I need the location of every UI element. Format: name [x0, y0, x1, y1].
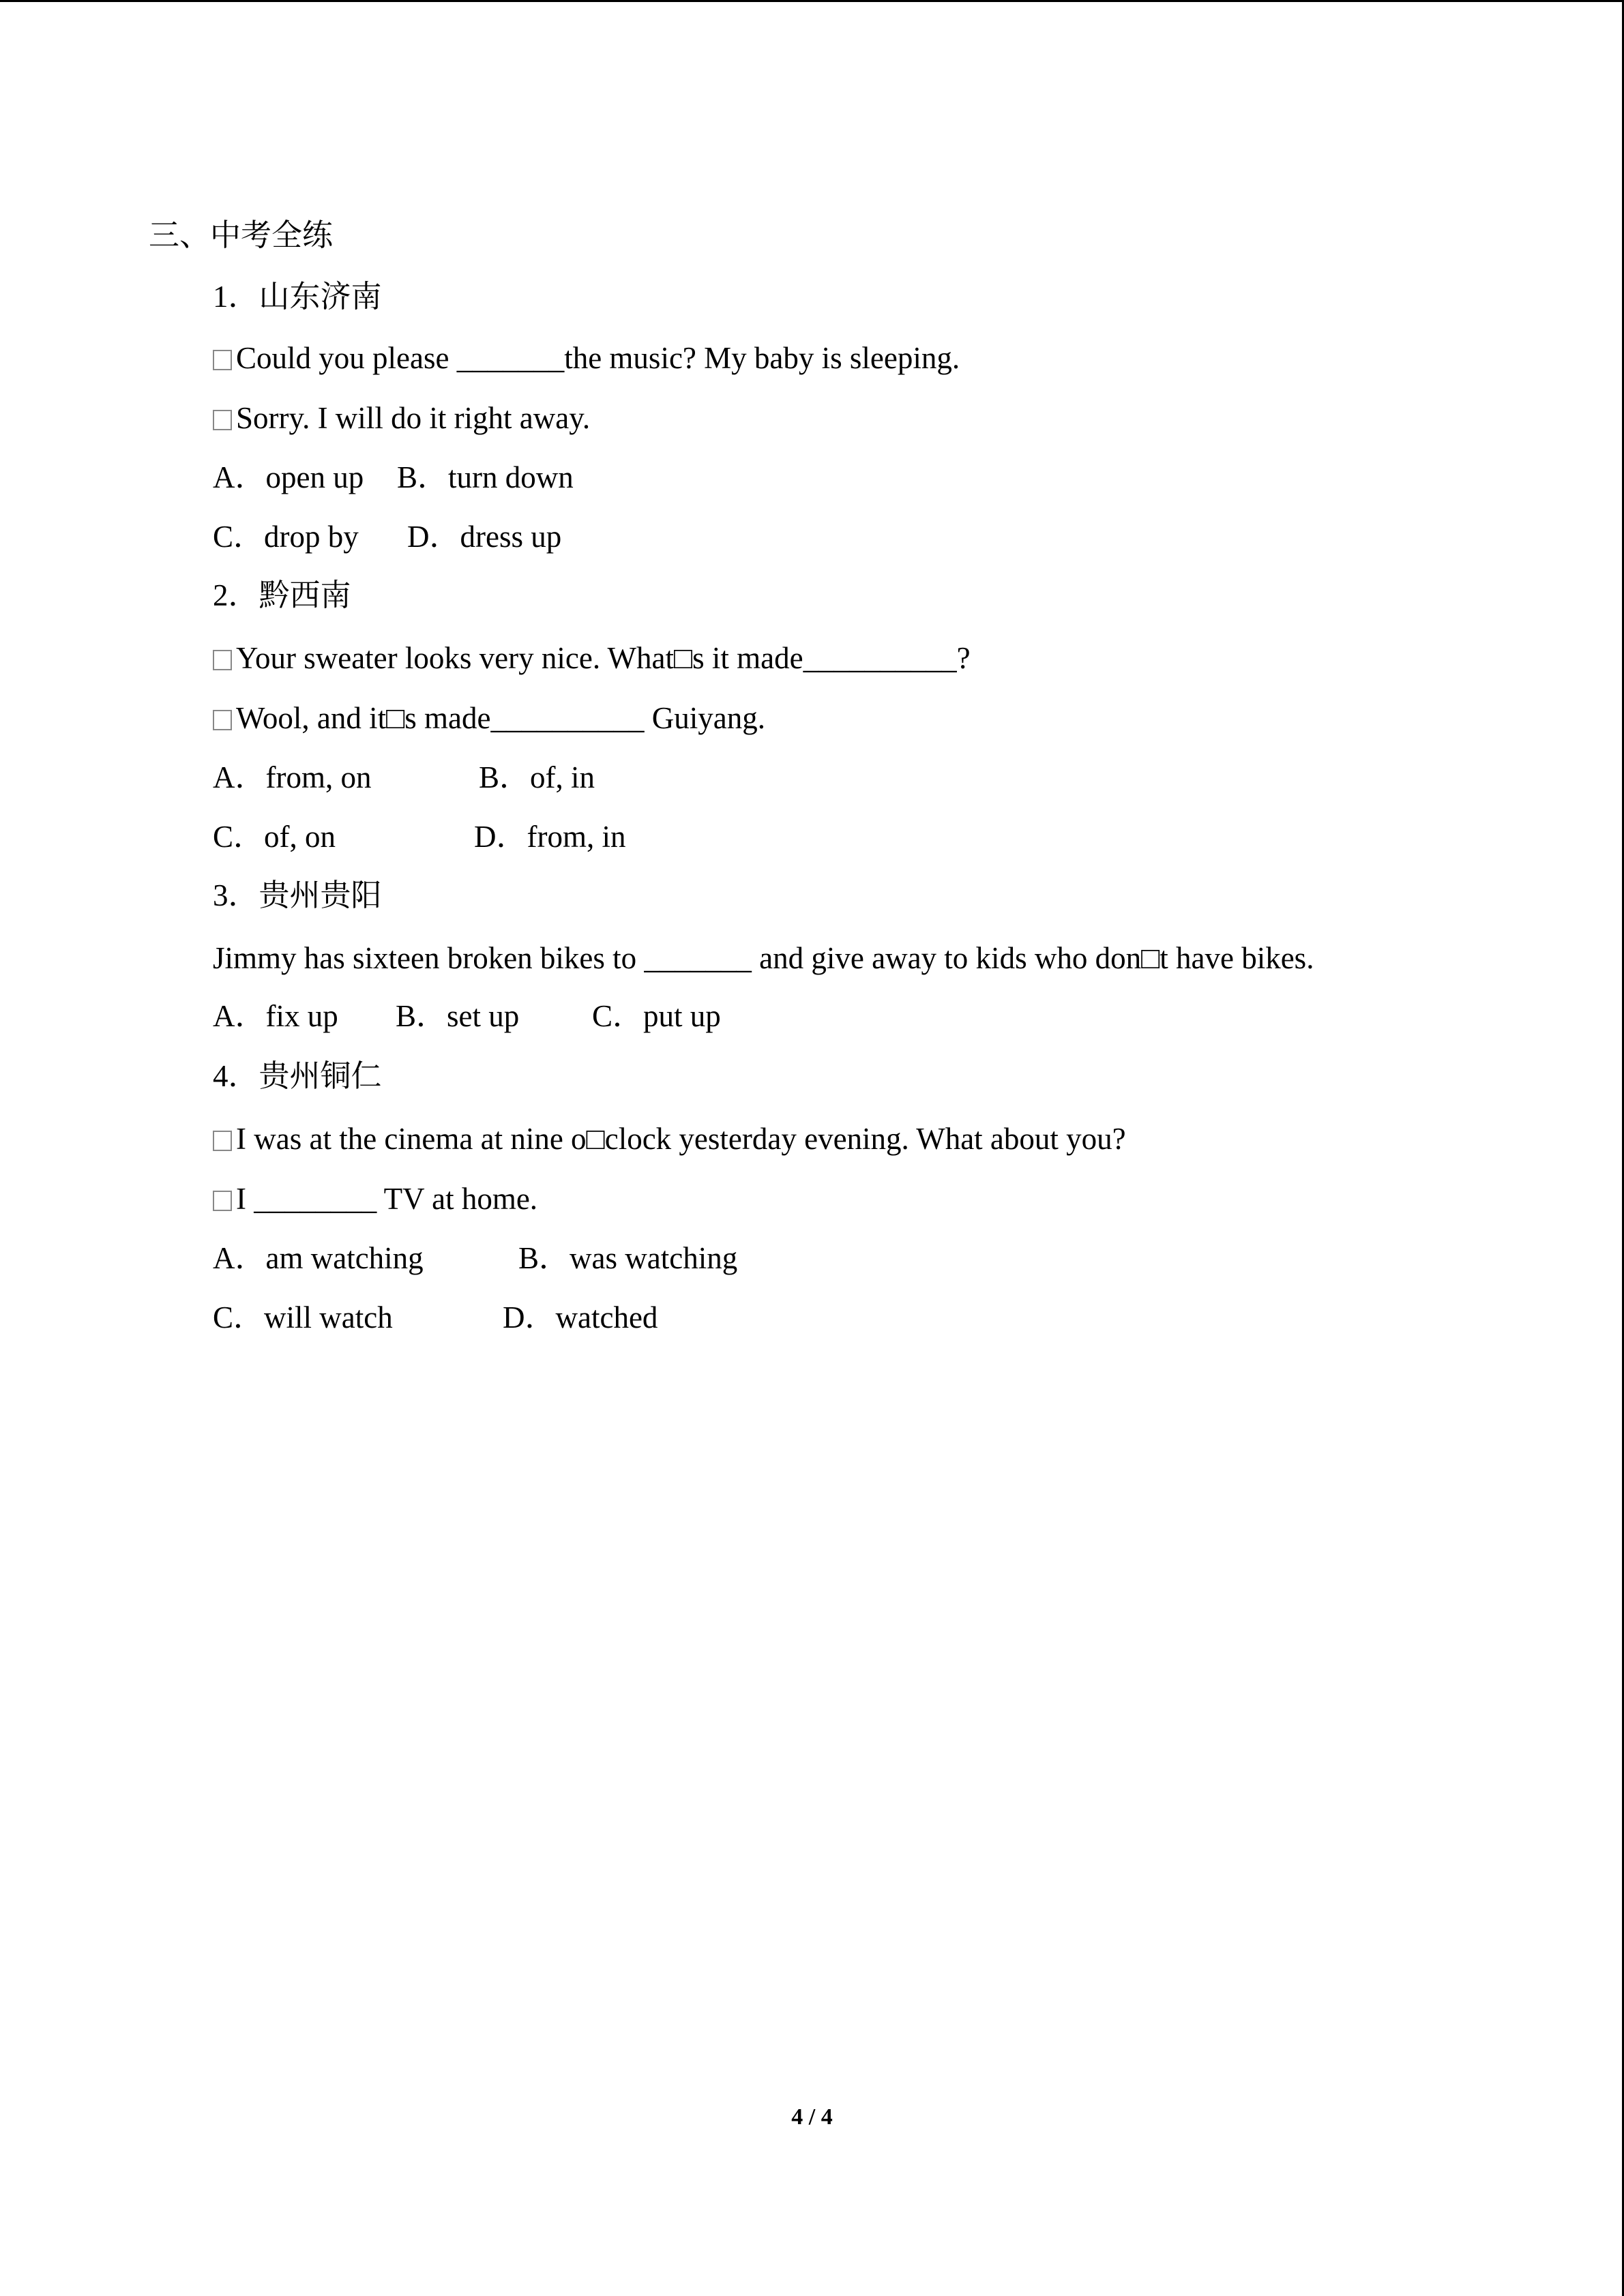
question-4-line-2-text: I ________ TV at home.	[236, 1182, 538, 1216]
question-1-line-2	[213, 394, 590, 442]
option-b: B．of, in	[479, 760, 595, 794]
question-2-line-1-text: Your sweater looks very nice. What□s it made__________?	[236, 641, 971, 675]
question-1-line-2-text: Sorry. I will do it right away.	[236, 401, 591, 435]
option-d: D．dress up	[407, 520, 562, 554]
blank-box-icon	[213, 1191, 232, 1211]
question-4-line-2	[213, 1175, 537, 1223]
blank-box-icon	[213, 1131, 232, 1151]
question-2-label: 2．黔西南	[213, 578, 351, 612]
option-d: D．from, in	[474, 820, 626, 854]
question-2-line-2-text: Wool, and it□s made__________ Guiyang.	[236, 701, 765, 735]
option-a: A．open up	[213, 460, 364, 494]
blank-box-icon	[213, 710, 232, 730]
question-3-options-row	[213, 992, 721, 1040]
option-c: C．of, on	[213, 820, 336, 854]
question-3-label: 3．贵州贵阳	[213, 878, 382, 912]
option-b: B．was watching	[518, 1241, 738, 1275]
question-4-options-row-1	[213, 1234, 737, 1282]
option-b: B．turn down	[397, 460, 574, 494]
question-1-options-row-2	[213, 513, 561, 561]
blank-box-icon	[213, 410, 232, 430]
question-2-line-1	[213, 634, 971, 682]
option-a: A．am watching	[213, 1241, 424, 1275]
question-4-label: 4．贵州铜仁	[213, 1059, 382, 1093]
option-d: D．watched	[503, 1300, 658, 1335]
question-1-options-row-1	[213, 453, 574, 501]
page-number: 4 / 4	[791, 2104, 833, 2130]
question-1-line-1	[213, 334, 960, 382]
question-3-line-1: Jimmy has sixteen broken bikes to _______ and give away to kids who don□t have bikes.	[213, 941, 1314, 975]
option-c: C．put up	[592, 999, 721, 1033]
question-2-options-row-1	[213, 754, 595, 801]
question-4-line-1	[213, 1115, 1126, 1163]
question-4-options-row-2	[213, 1294, 658, 1341]
option-c: C．will watch	[213, 1300, 393, 1335]
question-1-label: 1．山东济南	[213, 280, 382, 314]
option-c: C．drop by	[213, 520, 359, 554]
page-top-border	[0, 0, 1624, 2]
question-2-options-row-2	[213, 813, 625, 861]
question-1-line-1-text: Could you please _______the music? My baby is sleeping.	[236, 341, 960, 375]
question-2-line-2	[213, 694, 765, 742]
section-title: 三、中考全练	[149, 218, 334, 252]
option-b: B．set up	[396, 999, 520, 1033]
option-a: A．from, on	[213, 760, 372, 794]
question-4-line-1-text: I was at the cinema at nine o□clock yesterday evening. What about you?	[236, 1122, 1126, 1156]
blank-box-icon	[213, 650, 232, 670]
blank-box-icon	[213, 350, 232, 370]
option-a: A．fix up	[213, 999, 338, 1033]
